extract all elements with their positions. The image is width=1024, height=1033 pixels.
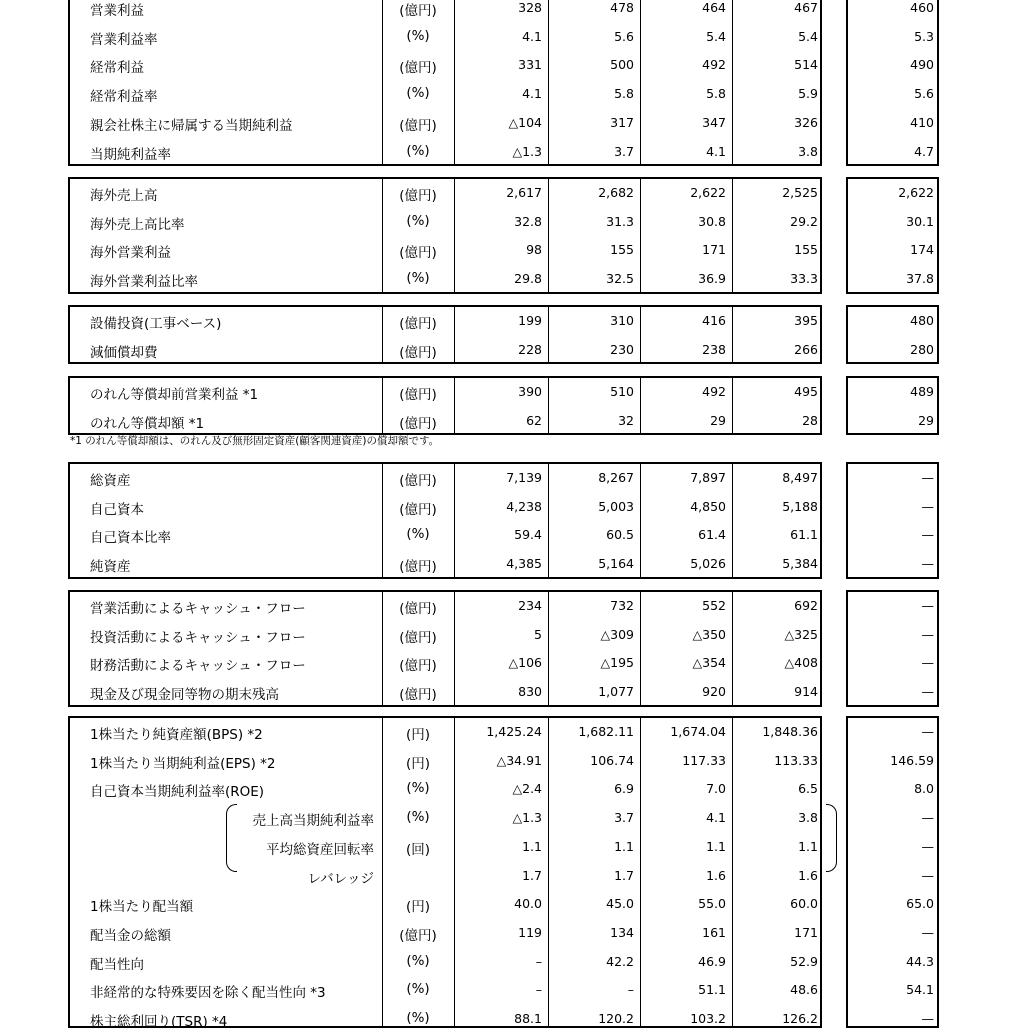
row-unit: (億円) xyxy=(399,658,437,674)
value-cell: 495 xyxy=(794,384,818,399)
row-label: 配当金の総額 xyxy=(90,928,171,944)
forecast-cell: — xyxy=(921,1011,934,1026)
value-cell: 1.1 xyxy=(798,839,818,854)
value-cell: 60.0 xyxy=(790,896,818,911)
row-label: 減価償却費 xyxy=(90,345,158,361)
row-unit: (億円) xyxy=(399,60,437,76)
row-label: 当期純利益率 xyxy=(90,147,171,163)
row-label: 総資産 xyxy=(90,473,131,489)
forecast-cell: 29 xyxy=(918,413,934,428)
row-label: 自己資本比率 xyxy=(90,530,171,546)
row-label: のれん等償却前営業利益 *1 xyxy=(90,387,259,403)
forecast-cell: — xyxy=(921,925,934,940)
forecast-cell: 489 xyxy=(910,384,934,399)
value-cell: 1.7 xyxy=(522,868,542,883)
value-cell: 1,674.04 xyxy=(670,724,726,739)
value-cell: △2.4 xyxy=(512,781,542,796)
value-cell: 134 xyxy=(610,925,634,940)
value-cell: 1,848.36 xyxy=(762,724,818,739)
row-unit: (億円) xyxy=(399,559,437,575)
forecast-cell: 174 xyxy=(910,242,934,257)
forecast-cell: 410 xyxy=(910,115,934,130)
value-cell: 1.1 xyxy=(614,839,634,854)
value-cell: 42.2 xyxy=(606,954,634,969)
table-row xyxy=(70,804,820,832)
row-unit: (%) xyxy=(406,780,430,796)
row-unit: (円) xyxy=(405,756,431,772)
forecast-cell: 490 xyxy=(910,57,934,72)
value-cell: 2,622 xyxy=(690,185,726,200)
value-cell: 61.4 xyxy=(698,527,726,542)
value-cell: △408 xyxy=(784,655,818,670)
value-cell: 28 xyxy=(802,413,818,428)
table-row xyxy=(70,592,820,620)
value-cell: 1,682.11 xyxy=(578,724,634,739)
row-label: 純資産 xyxy=(90,559,131,575)
value-cell: – xyxy=(535,954,542,969)
value-cell: 3.7 xyxy=(614,810,634,825)
value-cell: 60.5 xyxy=(606,527,634,542)
value-cell: 7.0 xyxy=(706,781,726,796)
value-cell: 5.8 xyxy=(706,86,726,101)
value-cell: 113.33 xyxy=(774,753,818,768)
forecast-column xyxy=(846,0,939,166)
value-cell: 347 xyxy=(702,115,726,130)
table-row xyxy=(70,493,820,521)
forecast-cell: 280 xyxy=(910,342,934,357)
value-cell: 317 xyxy=(610,115,634,130)
forecast-cell: 2,622 xyxy=(898,185,934,200)
value-cell: 395 xyxy=(794,313,818,328)
value-cell: 2,617 xyxy=(506,185,542,200)
row-label: レバレッジ xyxy=(307,871,374,887)
value-cell: △1.3 xyxy=(512,810,542,825)
bracket-left xyxy=(226,804,237,872)
value-cell: 36.9 xyxy=(698,271,726,286)
value-cell: 1.6 xyxy=(798,868,818,883)
value-cell: △350 xyxy=(692,627,726,642)
value-cell: 199 xyxy=(518,313,542,328)
forecast-cell: 65.0 xyxy=(906,896,934,911)
value-cell: 155 xyxy=(610,242,634,257)
table-row xyxy=(70,51,820,79)
value-cell: 500 xyxy=(610,57,634,72)
bracket-right xyxy=(826,804,837,872)
value-cell: 492 xyxy=(702,384,726,399)
value-cell: 2,682 xyxy=(598,185,634,200)
value-cell: 266 xyxy=(794,342,818,357)
row-unit: (億円) xyxy=(399,473,437,489)
row-unit: (%) xyxy=(406,1010,430,1026)
table-group xyxy=(68,462,822,579)
table-group xyxy=(68,716,822,1028)
value-cell: 234 xyxy=(518,598,542,613)
row-label: 1株当たり当期純利益(EPS) *2 xyxy=(90,756,276,772)
value-cell: 8,267 xyxy=(598,470,634,485)
value-cell: 2,525 xyxy=(782,185,818,200)
value-cell: 510 xyxy=(610,384,634,399)
row-label: 親会社株主に帰属する当期純利益 xyxy=(90,118,293,134)
row-unit: (億円) xyxy=(399,928,437,944)
table-row xyxy=(70,948,820,976)
value-cell: 4,238 xyxy=(506,499,542,514)
value-cell: 30.8 xyxy=(698,214,726,229)
value-cell: 55.0 xyxy=(698,896,726,911)
row-label: 海外営業利益 xyxy=(90,245,171,261)
row-label: 海外営業利益比率 xyxy=(90,274,198,290)
value-cell: 328 xyxy=(518,0,542,15)
value-cell: 326 xyxy=(794,115,818,130)
value-cell: △34.91 xyxy=(496,753,542,768)
forecast-cell: 30.1 xyxy=(906,214,934,229)
forecast-cell: — xyxy=(921,839,934,854)
value-cell: 5.9 xyxy=(798,86,818,101)
row-unit: (億円) xyxy=(399,502,437,518)
value-cell: 117.33 xyxy=(682,753,726,768)
value-cell: 5.8 xyxy=(614,86,634,101)
table-row xyxy=(70,621,820,649)
row-label: 投資活動によるキャッシュ・フロー xyxy=(90,630,306,646)
forecast-cell: 5.3 xyxy=(914,29,934,44)
table-row xyxy=(70,0,820,22)
value-cell: 464 xyxy=(702,0,726,15)
value-cell: 416 xyxy=(702,313,726,328)
row-unit: (億円) xyxy=(399,118,437,134)
row-label: 海外売上高比率 xyxy=(90,217,185,233)
value-cell: 310 xyxy=(610,313,634,328)
row-label: 財務活動によるキャッシュ・フロー xyxy=(90,658,306,674)
table-row xyxy=(70,649,820,677)
value-cell: 228 xyxy=(518,342,542,357)
forecast-cell: — xyxy=(921,470,934,485)
table-group xyxy=(68,177,822,294)
value-cell: 120.2 xyxy=(598,1011,634,1026)
row-label: のれん等償却額 *1 xyxy=(90,416,205,432)
row-unit: (億円) xyxy=(399,316,437,332)
forecast-cell: — xyxy=(921,556,934,571)
value-cell: 5,003 xyxy=(598,499,634,514)
row-label: 経常利益率 xyxy=(90,89,158,105)
row-label: 経常利益 xyxy=(90,60,144,76)
row-label: 非経常的な特殊要因を除く配当性向 *3 xyxy=(90,985,326,1001)
value-cell: 5,188 xyxy=(782,499,818,514)
table-row xyxy=(70,208,820,236)
forecast-cell: 4.7 xyxy=(914,144,934,159)
row-unit: (円) xyxy=(405,899,431,915)
table-group xyxy=(68,376,822,435)
table-row xyxy=(70,919,820,947)
table-row xyxy=(70,179,820,207)
row-label: 売上高当期純利益率 xyxy=(252,813,374,829)
row-label: 平均総資産回転率 xyxy=(266,842,374,858)
value-cell: 171 xyxy=(794,925,818,940)
table-group xyxy=(68,0,822,166)
row-unit: (億円) xyxy=(399,687,437,703)
value-cell: 59.4 xyxy=(514,527,542,542)
value-cell: 48.6 xyxy=(790,982,818,997)
row-label: 1株当たり純資産額(BPS) *2 xyxy=(90,727,263,743)
value-cell: 492 xyxy=(702,57,726,72)
row-label: 1株当たり配当額 xyxy=(90,899,194,915)
value-cell: 52.9 xyxy=(790,954,818,969)
row-unit: (%) xyxy=(406,981,430,997)
forecast-cell: 460 xyxy=(910,0,934,15)
forecast-cell: — xyxy=(921,627,934,642)
value-cell: 3.7 xyxy=(614,144,634,159)
value-cell: 4,850 xyxy=(690,499,726,514)
value-cell: 8,497 xyxy=(782,470,818,485)
row-unit: (%) xyxy=(406,953,430,969)
value-cell: 45.0 xyxy=(606,896,634,911)
row-unit: (%) xyxy=(406,213,430,229)
row-label: 自己資本 xyxy=(90,502,144,518)
row-unit: (億円) xyxy=(399,245,437,261)
value-cell: 552 xyxy=(702,598,726,613)
value-cell: 161 xyxy=(702,925,726,940)
row-unit: (%) xyxy=(406,526,430,542)
table-row xyxy=(70,378,820,406)
value-cell: 62 xyxy=(526,413,542,428)
value-cell: 61.1 xyxy=(790,527,818,542)
forecast-column xyxy=(846,716,939,1028)
table-row xyxy=(70,550,820,578)
row-unit: (億円) xyxy=(399,387,437,403)
footnote-goodwill: *1 のれん等償却額は、のれん及び無形固定資産(顧客関連資産)の償却額です。 xyxy=(70,435,440,447)
value-cell: 514 xyxy=(794,57,818,72)
row-unit: (%) xyxy=(406,809,430,825)
forecast-cell: — xyxy=(921,655,934,670)
value-cell: 230 xyxy=(610,342,634,357)
row-unit: (億円) xyxy=(399,188,437,204)
row-unit: (億円) xyxy=(399,601,437,617)
table-row xyxy=(70,80,820,108)
table-group xyxy=(68,590,822,707)
table-row xyxy=(70,833,820,861)
table-row xyxy=(70,521,820,549)
value-cell: 4.1 xyxy=(522,86,542,101)
value-cell: 6.9 xyxy=(614,781,634,796)
value-cell: 1.1 xyxy=(522,839,542,854)
value-cell: 4.1 xyxy=(522,29,542,44)
value-cell: 29.2 xyxy=(790,214,818,229)
forecast-cell: 37.8 xyxy=(906,271,934,286)
forecast-cell: — xyxy=(921,499,934,514)
value-cell: △1.3 xyxy=(512,144,542,159)
forecast-cell: — xyxy=(921,598,934,613)
value-cell: 126.2 xyxy=(782,1011,818,1026)
row-unit: (%) xyxy=(406,143,430,159)
row-label: 現金及び現金同等物の期末残高 xyxy=(90,687,279,703)
value-cell: 732 xyxy=(610,598,634,613)
table-row xyxy=(70,464,820,492)
value-cell: 33.3 xyxy=(790,271,818,286)
value-cell: 5.4 xyxy=(798,29,818,44)
row-unit: (億円) xyxy=(399,345,437,361)
forecast-column xyxy=(846,590,939,707)
row-label: 設備投資(工事ベース) xyxy=(90,316,222,332)
value-cell: 7,139 xyxy=(506,470,542,485)
value-cell: 5.6 xyxy=(614,29,634,44)
forecast-cell: 54.1 xyxy=(906,982,934,997)
table-group xyxy=(68,305,822,364)
row-label: 営業利益率 xyxy=(90,32,158,48)
forecast-cell: — xyxy=(921,868,934,883)
row-unit: (%) xyxy=(406,28,430,44)
row-unit: (億円) xyxy=(399,630,437,646)
value-cell: 4,385 xyxy=(506,556,542,571)
table-row xyxy=(70,976,820,1004)
forecast-column xyxy=(846,376,939,435)
table-row xyxy=(70,718,820,746)
value-cell: △104 xyxy=(508,115,542,130)
value-cell: 1.7 xyxy=(614,868,634,883)
row-label: 株主総利回り(TSR) *4 xyxy=(90,1014,228,1030)
table-row xyxy=(70,678,820,706)
value-cell: 1.1 xyxy=(706,839,726,854)
value-cell: 88.1 xyxy=(514,1011,542,1026)
value-cell: 32 xyxy=(618,413,634,428)
forecast-cell: 146.59 xyxy=(890,753,934,768)
value-cell: 46.9 xyxy=(698,954,726,969)
value-cell: – xyxy=(627,982,634,997)
table-row xyxy=(70,138,820,166)
value-cell: 830 xyxy=(518,684,542,699)
forecast-column xyxy=(846,177,939,294)
value-cell: 51.1 xyxy=(698,982,726,997)
value-cell: 692 xyxy=(794,598,818,613)
value-cell: △195 xyxy=(600,655,634,670)
value-cell: 467 xyxy=(794,0,818,15)
value-cell: 7,897 xyxy=(690,470,726,485)
value-cell: 32.5 xyxy=(606,271,634,286)
value-cell: 31.3 xyxy=(606,214,634,229)
value-cell: 1.6 xyxy=(706,868,726,883)
value-cell: 5.4 xyxy=(706,29,726,44)
forecast-cell: — xyxy=(921,810,934,825)
row-unit: (回) xyxy=(405,842,431,858)
value-cell: 238 xyxy=(702,342,726,357)
forecast-cell: 480 xyxy=(910,313,934,328)
row-label: 営業利益 xyxy=(90,3,144,19)
value-cell: 40.0 xyxy=(514,896,542,911)
row-unit: (円) xyxy=(405,727,431,743)
forecast-cell: 5.6 xyxy=(914,86,934,101)
table-row xyxy=(70,236,820,264)
value-cell: 1,077 xyxy=(598,684,634,699)
row-label: 自己資本当期純利益率(ROE) xyxy=(90,784,265,800)
table-row xyxy=(70,775,820,803)
table-row xyxy=(70,336,820,364)
forecast-cell: 44.3 xyxy=(906,954,934,969)
value-cell: 155 xyxy=(794,242,818,257)
value-cell: 29.8 xyxy=(514,271,542,286)
value-cell: △325 xyxy=(784,627,818,642)
value-cell: 920 xyxy=(702,684,726,699)
value-cell: 106.74 xyxy=(590,753,634,768)
forecast-cell: — xyxy=(921,527,934,542)
value-cell: 32.8 xyxy=(514,214,542,229)
value-cell: 3.8 xyxy=(798,144,818,159)
value-cell: 390 xyxy=(518,384,542,399)
row-label: 営業活動によるキャッシュ・フロー xyxy=(90,601,306,617)
row-unit: (億円) xyxy=(399,3,437,19)
value-cell: △106 xyxy=(508,655,542,670)
row-unit: (億円) xyxy=(399,416,437,432)
value-cell: 4.1 xyxy=(706,810,726,825)
forecast-cell: — xyxy=(921,684,934,699)
forecast-cell: — xyxy=(921,724,934,739)
table-row xyxy=(70,747,820,775)
value-cell: 5,164 xyxy=(598,556,634,571)
value-cell: △309 xyxy=(600,627,634,642)
value-cell: 478 xyxy=(610,0,634,15)
value-cell: 914 xyxy=(794,684,818,699)
table-row xyxy=(70,1005,820,1033)
value-cell: 98 xyxy=(526,242,542,257)
value-cell: 6.5 xyxy=(798,781,818,796)
table-row xyxy=(70,307,820,335)
forecast-cell: 8.0 xyxy=(914,781,934,796)
value-cell: 119 xyxy=(518,925,542,940)
row-unit: (%) xyxy=(406,270,430,286)
table-row xyxy=(70,265,820,293)
table-row xyxy=(70,407,820,435)
table-row xyxy=(70,890,820,918)
forecast-column xyxy=(846,305,939,364)
value-cell: 1,425.24 xyxy=(486,724,542,739)
value-cell: 331 xyxy=(518,57,542,72)
row-unit: (%) xyxy=(406,85,430,101)
value-cell: 29 xyxy=(710,413,726,428)
row-label: 配当性向 xyxy=(90,957,144,973)
value-cell: 5,384 xyxy=(782,556,818,571)
value-cell: – xyxy=(535,982,542,997)
value-cell: 171 xyxy=(702,242,726,257)
value-cell: 4.1 xyxy=(706,144,726,159)
table-row xyxy=(70,109,820,137)
value-cell: 5,026 xyxy=(690,556,726,571)
value-cell: 5 xyxy=(534,627,542,642)
forecast-column xyxy=(846,462,939,579)
row-label: 海外売上高 xyxy=(90,188,158,204)
table-row xyxy=(70,23,820,51)
value-cell: 103.2 xyxy=(690,1011,726,1026)
value-cell: △354 xyxy=(692,655,726,670)
table-row xyxy=(70,862,820,890)
value-cell: 3.8 xyxy=(798,810,818,825)
